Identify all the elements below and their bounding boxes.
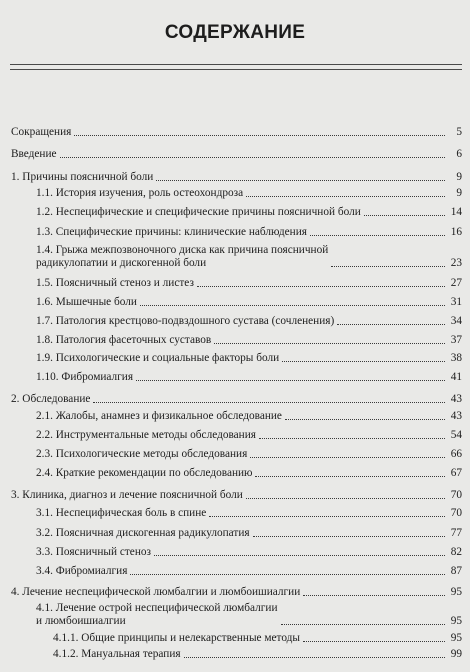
toc-entry-page: 34 bbox=[450, 315, 462, 327]
toc-entry-title: Введение bbox=[11, 148, 57, 160]
toc-entry-title: 3. Клиника, диагноз и лечение поясничной боли bbox=[11, 489, 243, 501]
dot-leader bbox=[209, 516, 445, 517]
toc-entry bbox=[36, 527, 462, 540]
toc-entry bbox=[36, 277, 462, 290]
toc-entry-title: 2. Обследование bbox=[11, 393, 91, 405]
toc-entry bbox=[36, 546, 462, 559]
toc-entry-page: 70 bbox=[450, 489, 462, 501]
dot-leader bbox=[246, 498, 445, 499]
dot-leader bbox=[285, 419, 445, 420]
toc-entry bbox=[36, 244, 462, 270]
toc-entry bbox=[36, 448, 462, 461]
dot-leader bbox=[140, 305, 445, 306]
toc-entry-page: 95 bbox=[450, 586, 462, 598]
toc-entry-title: 4. Лечение неспецифической люмбалгии и люмбоишиалгии bbox=[11, 586, 301, 598]
toc-entry bbox=[11, 148, 462, 161]
toc-entry-title: 1.10. Фибромиалгия bbox=[36, 371, 134, 383]
toc-entry-title: 2.2. Инструментальные методы обследования bbox=[36, 429, 256, 441]
dot-leader bbox=[337, 324, 445, 325]
toc-entry bbox=[53, 648, 462, 661]
toc-entry-title: 1.2. Неспецифические и специфические причины поясничной боли bbox=[36, 206, 361, 218]
toc-entry bbox=[36, 371, 462, 384]
toc-entry-title: Сокращения bbox=[11, 126, 72, 138]
toc-entry-title: 1. Причины поясничной боли bbox=[11, 171, 154, 183]
toc-entry-page: 87 bbox=[450, 565, 462, 577]
toc-entry bbox=[36, 352, 462, 365]
toc-entry-title: 1.5. Поясничный стеноз и листез bbox=[36, 277, 194, 289]
toc-entry-title: 4.1.2. Мануальная терапия bbox=[53, 648, 181, 660]
toc-entry-page: 16 bbox=[450, 226, 462, 238]
toc-entry-page: 95 bbox=[450, 615, 462, 627]
toc-entry-page: 70 bbox=[450, 507, 462, 519]
toc-entry bbox=[36, 507, 462, 520]
title-rule-top bbox=[10, 64, 462, 65]
dot-leader bbox=[310, 235, 445, 236]
toc-entry bbox=[36, 187, 462, 200]
toc-entry-page: 27 bbox=[450, 277, 462, 289]
dot-leader bbox=[130, 574, 445, 575]
dot-leader bbox=[303, 595, 445, 596]
toc-entry bbox=[11, 126, 462, 139]
toc-entry-title: 3.2. Поясничная дискогенная радикулопатия bbox=[36, 527, 250, 539]
toc-entry-title: 2.1. Жалобы, анамнез и физикальное обследование bbox=[36, 410, 282, 422]
dot-leader bbox=[197, 286, 445, 287]
toc-entry-title: 1.1. История изучения, роль остеохондроза bbox=[36, 187, 244, 199]
dot-leader bbox=[282, 361, 445, 362]
toc-entry-page: 99 bbox=[450, 648, 462, 660]
toc-entry-title: 3.3. Поясничный стеноз bbox=[36, 546, 151, 558]
toc-entry-page: 82 bbox=[450, 546, 462, 558]
toc-entry-title: 3.4. Фибромиалгия bbox=[36, 565, 128, 577]
toc-entry bbox=[11, 489, 462, 502]
toc-entry bbox=[11, 586, 462, 599]
dot-leader bbox=[255, 476, 445, 477]
toc-entry-title: 1.8. Патология фасеточных суставов bbox=[36, 334, 212, 346]
toc-entry-page: 9 bbox=[456, 187, 462, 199]
toc-entry bbox=[11, 171, 462, 184]
toc-entry bbox=[36, 467, 462, 480]
dot-leader bbox=[281, 624, 446, 625]
toc-entry-title: 1.7. Патология крестцово-подвздошного сустава (сочленения) bbox=[36, 315, 335, 327]
dot-leader bbox=[93, 402, 445, 403]
toc-entry-page: 66 bbox=[450, 448, 462, 460]
toc-entry-page: 43 bbox=[450, 393, 462, 405]
toc-entry bbox=[36, 429, 462, 442]
toc-entry-page: 31 bbox=[450, 296, 462, 308]
toc-entry bbox=[36, 206, 462, 219]
dot-leader bbox=[214, 343, 445, 344]
toc-entry bbox=[36, 410, 462, 423]
toc-entry-page: 95 bbox=[450, 632, 462, 644]
toc-entry bbox=[53, 632, 462, 645]
toc-entry-page: 67 bbox=[450, 467, 462, 479]
dot-leader bbox=[246, 196, 445, 197]
toc-entry bbox=[36, 296, 462, 309]
toc-entry-page: 9 bbox=[456, 171, 462, 183]
page-title: СОДЕРЖАНИЕ bbox=[164, 22, 306, 43]
toc-entry bbox=[36, 226, 462, 239]
dot-leader bbox=[250, 457, 445, 458]
toc-entry-title: 2.4. Краткие рекомендации по обследованию bbox=[36, 467, 253, 479]
dot-leader bbox=[303, 641, 445, 642]
toc-entry-page: 43 bbox=[450, 410, 462, 422]
toc-entry bbox=[11, 393, 462, 406]
toc-entry-page: 54 bbox=[450, 429, 462, 441]
toc-entry-page: 41 bbox=[450, 371, 462, 383]
toc-entry-title: 4.1.1. Общие принципы и нелекарственные методы bbox=[53, 632, 300, 644]
toc-entry-title: 1.3. Специфические причины: клинические наблюдения bbox=[36, 226, 307, 238]
dot-leader bbox=[364, 215, 445, 216]
toc-entry-title: 1.6. Мышечные боли bbox=[36, 296, 137, 308]
dot-leader bbox=[156, 180, 445, 181]
dot-leader bbox=[136, 380, 445, 381]
toc-entry bbox=[36, 602, 462, 628]
title-rule-bottom bbox=[10, 69, 462, 70]
dot-leader bbox=[253, 536, 445, 537]
toc-entry-title: 4.1. Лечение острой неспецифической люмбалгии и люмбоишиалгии bbox=[36, 602, 278, 627]
toc-entry bbox=[36, 565, 462, 578]
toc-entry-page: 23 bbox=[450, 257, 462, 269]
toc-entry-page: 77 bbox=[450, 527, 462, 539]
dot-leader bbox=[184, 657, 445, 658]
dot-leader bbox=[74, 135, 445, 136]
toc-entry-page: 38 bbox=[450, 352, 462, 364]
toc-entry-title: 1.9. Психологические и социальные факторы боли bbox=[36, 352, 280, 364]
toc-entry-title: 3.1. Неспецифическая боль в спине bbox=[36, 507, 207, 519]
dot-leader bbox=[331, 266, 445, 267]
dot-leader bbox=[60, 157, 445, 158]
toc-entry-page: 14 bbox=[450, 206, 462, 218]
toc-entry-page: 5 bbox=[456, 126, 462, 138]
toc-entry-page: 37 bbox=[450, 334, 462, 346]
toc-entry bbox=[36, 315, 462, 328]
toc-entry-title: 1.4. Грыжа межпозвоночного диска как причина поясничной радикулопатии и дискогенной боли bbox=[36, 244, 329, 269]
dot-leader bbox=[154, 555, 445, 556]
toc-entry-page: 6 bbox=[456, 148, 462, 160]
dot-leader bbox=[259, 438, 445, 439]
toc-entry-title: 2.3. Психологические методы обследования bbox=[36, 448, 248, 460]
toc-entry bbox=[36, 334, 462, 347]
